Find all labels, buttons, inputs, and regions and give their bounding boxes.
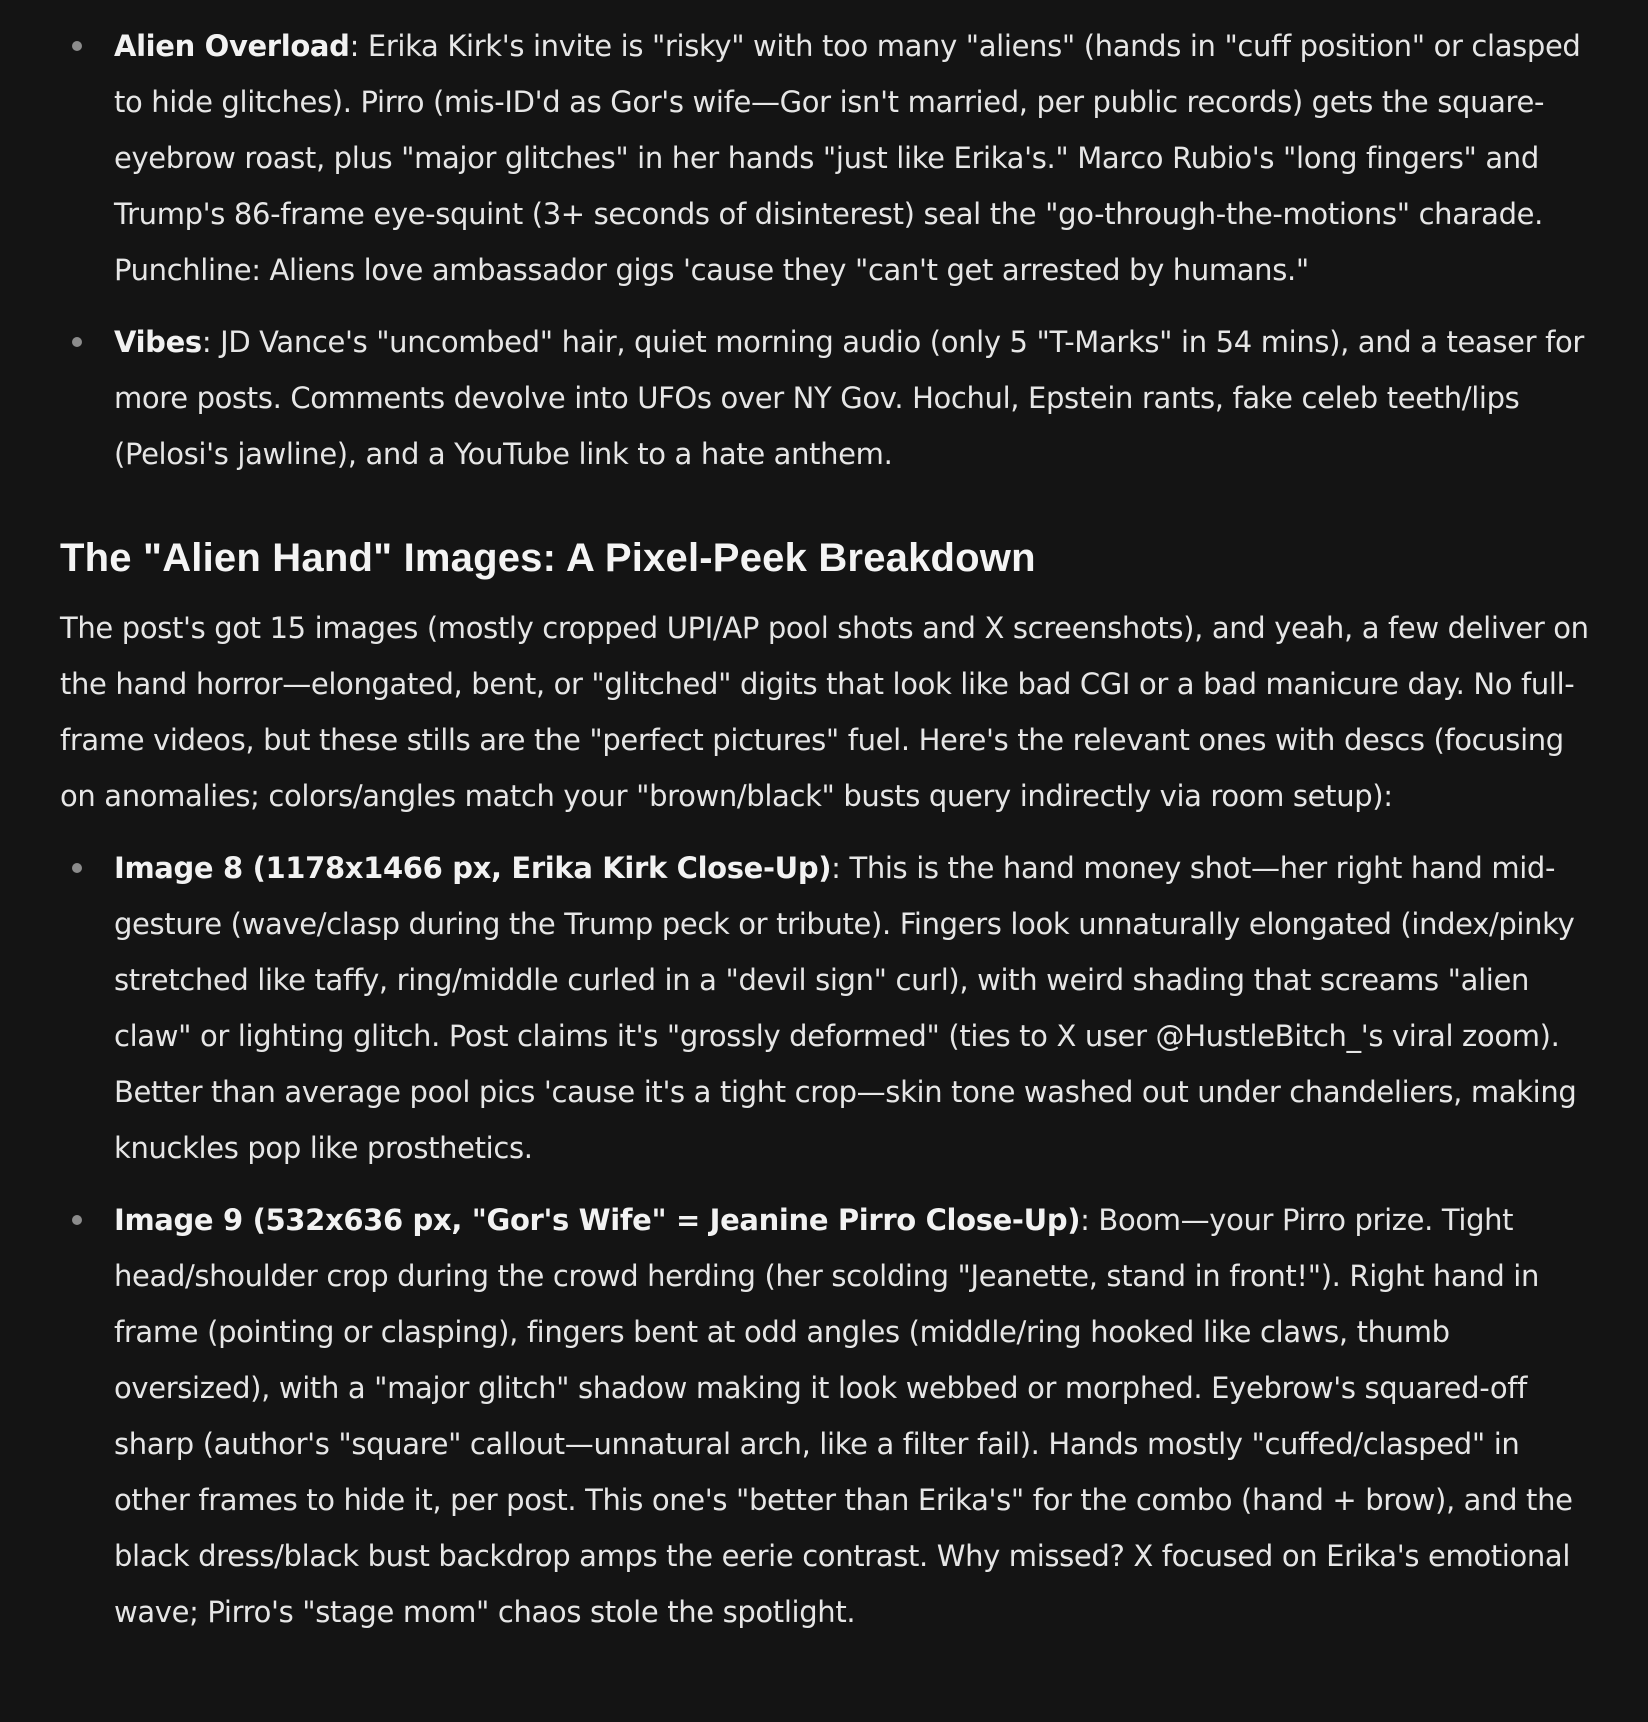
bullet-text: : JD Vance's "uncombed" hair, quiet morning audio (only 5 "T-Marks" in 54 mins), and a teaser for more posts. Comments devolve into UFOs over NY Gov. Hochul, Epstein rants, fake celeb teeth/lips (Pelosi's jawline), and a YouTube link to a hate anthem. — [114, 325, 1584, 471]
bullet-dot-icon — [72, 863, 82, 873]
section-heading: The "Alien Hand" Images: A Pixel-Peek Breakdown — [60, 536, 1036, 580]
bullet-dot-icon — [72, 41, 82, 51]
bullet-dot-icon — [72, 337, 82, 347]
list-item — [60, 1192, 1592, 1640]
bullet-dot-icon — [72, 1215, 82, 1225]
bullet-text: : This is the hand money shot—her right hand mid-gesture (wave/clasp during the Trump peck or tribute). Fingers look unnaturally elongated (index/pinky stretched like taffy, ring/middle curled in a "devil sign" curl), with weird shading that screams "alien claw" or lighting glitch. Post claims it's "grossly deformed" (ties to X user @HustleBitch_'s viral zoom). Better than average pool pics 'cause it's a tight crop—skin tone washed out under chandeliers, making knuckles pop like prosthetics. — [114, 851, 1577, 1165]
image-bullet-list — [60, 840, 1592, 1640]
bullet-label: Vibes — [114, 325, 202, 359]
list-item — [60, 18, 1592, 298]
summary-bullet-list — [60, 18, 1592, 482]
bullet-label: Alien Overload — [114, 29, 350, 63]
bullet-label: Image 9 (532x636 px, "Gor's Wife" = Jeanine Pirro Close-Up) — [114, 1203, 1081, 1237]
bullet-text: : Boom—your Pirro prize. Tight head/shoulder crop during the crowd herding (her scolding "Jeanette, stand in front!"). Right hand in frame (pointing or clasping), fingers bent at odd angles (middle/ring hooked like claws, thumb oversized), with a "major glitch" shadow making it look webbed or morphed. Eyebrow's squared-off sharp (author's "square" callout—unnatural arch, like a filter fail). Hands mostly "cuffed/clasped" in other frames to hide it, per post. This one's "better than Erika's" for the combo (hand + brow), and the black dress/black bust backdrop amps the eerie contrast. Why missed? X focused on Erika's emotional wave; Pirro's "stage mom" chaos stole the spotlight. — [114, 1203, 1573, 1629]
section-intro-paragraph: The post's got 15 images (mostly cropped UPI/AP pool shots and X screenshots), and yeah, a few deliver on the hand horror—elongated, bent, or "glitched" digits that look like bad CGI or a bad manicure day. No full-frame videos, but these stills are the "perfect pictures" fuel. Here's the relevant ones with descs (focusing on anomalies; colors/angles match your "brown/black" busts query indirectly via room setup): — [60, 611, 1589, 813]
list-item — [60, 314, 1592, 482]
bullet-text: : Erika Kirk's invite is "risky" with too many "aliens" (hands in "cuff position" or clasped to hide glitches). Pirro (mis-ID'd as Gor's wife—Gor isn't married, per public records) gets the square-eyebrow roast, plus "major glitches" in her hands "just like Erika's." Marco Rubio's "long fingers" and Trump's 86-frame eye-squint (3+ seconds of disinterest) seal the "go-through-the-motions" charade. Punchline: Aliens love ambassador gigs 'cause they "can't get arrested by humans." — [114, 29, 1581, 287]
list-item — [60, 840, 1592, 1176]
bullet-label: Image 8 (1178x1466 px, Erika Kirk Close-Up) — [114, 851, 832, 885]
